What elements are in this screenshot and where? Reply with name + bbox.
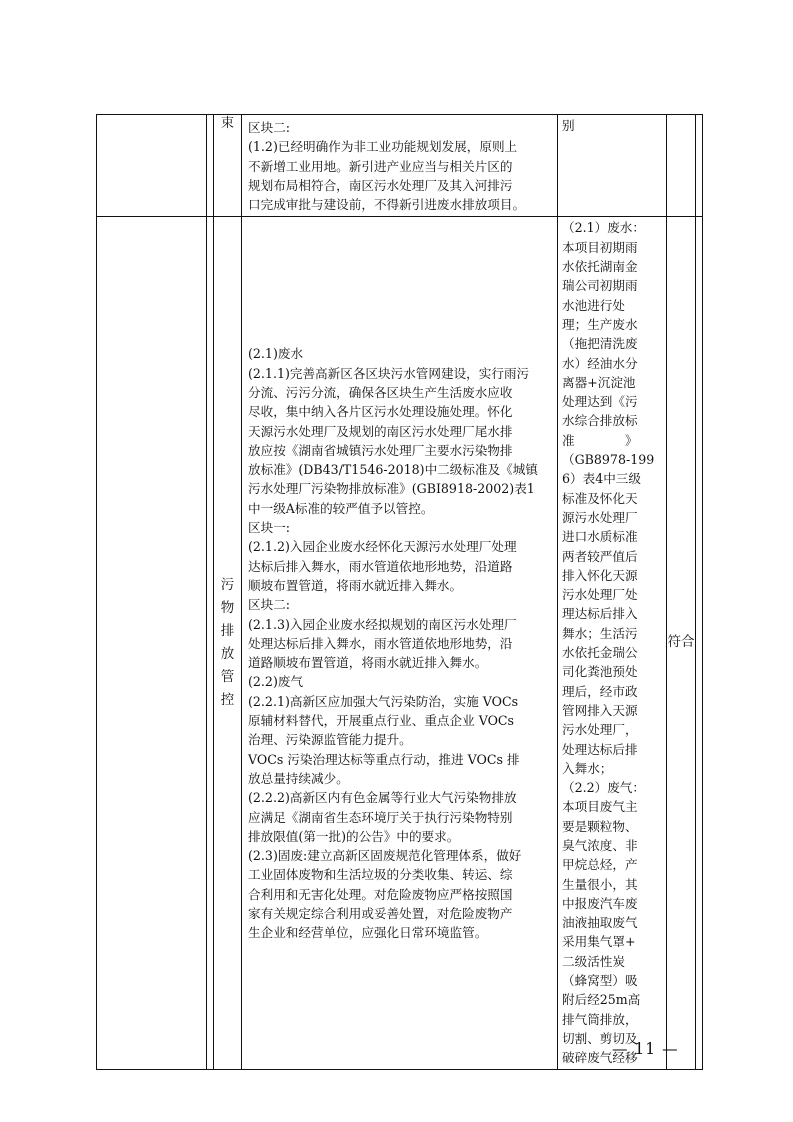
table-cell-blank	[207, 217, 214, 1069]
category-char: 控	[220, 692, 235, 709]
measure-line: 理后，经市政	[562, 683, 638, 699]
measure-line: 采用集气罩+	[562, 934, 636, 950]
compliance-table	[96, 114, 703, 1070]
requirement-line: 放总量持续减少。	[248, 770, 349, 786]
measure-line: 本项目废气主	[562, 799, 638, 815]
measure-line: 舞水；生活污	[562, 625, 638, 641]
measure-line: 切割、剪切及	[562, 1030, 638, 1046]
measure-line: 污水处理厂处	[562, 587, 638, 603]
category-char: 管	[220, 669, 235, 686]
measure-line: 水综合排放标	[562, 413, 638, 429]
table-row	[97, 217, 703, 1069]
table-cell-blank	[696, 217, 703, 1069]
requirement-line: 治理、污染源监管能力提升。	[248, 732, 412, 748]
page-number: — 11 —	[612, 1040, 679, 1058]
table-cell-blank	[696, 115, 703, 217]
requirement-line: 口完成审批与建设前，不得新引进废水排放项目。	[248, 197, 526, 213]
requirement-line: 顺坡布置管道，将雨水就近排入舞水。	[248, 577, 463, 593]
measure-cell	[558, 217, 667, 1069]
measure-line: 附后经25m高	[562, 992, 641, 1008]
category-char: 放	[220, 646, 235, 663]
requirement-line: 放标准》(DB43/T1546-2018)中二级标准及《城镇	[248, 462, 538, 478]
requirement-line: (1.2)已经明确作为非工业功能规划发展，原则上	[248, 139, 518, 155]
requirement-line: 排放限值(第一批)的公告》中的要求。	[248, 828, 460, 844]
measure-line: （2.2）废气：	[562, 780, 645, 796]
measure-line: 排入怀化天源	[562, 567, 638, 583]
requirement-line: 达标后排入舞水，雨水管道依地形地势，沿道路	[248, 558, 513, 574]
requirement-line: (2.3)固废:建立高新区固废规范化管理体系，做好	[248, 848, 522, 864]
requirement-line: (2.2.2)高新区内有色金属等行业大气污染物排放	[248, 790, 517, 806]
table-cell-blank	[97, 217, 207, 1069]
requirement-line: (2.2.1)高新区应加强大气污染防治，实施 VOCs	[248, 693, 519, 709]
requirement-line: 分流、污污分流，确保各区块生产生活废水应收	[248, 385, 513, 400]
measure-line: 处理达标后排	[562, 741, 638, 757]
requirement-line: 污水处理厂污染物排放标准》(GBI8918-2002)表1	[248, 481, 535, 497]
category-char: 排	[220, 623, 235, 640]
measure-line: 中报废汽车废	[562, 895, 638, 911]
table-row	[97, 115, 703, 217]
result-cell	[667, 217, 696, 1069]
requirement-line: (2.1.2)入园企业废水经怀化天源污水处理厂处理	[248, 539, 517, 555]
measure-line: （2.1）废水：	[562, 220, 645, 236]
requirement-body	[248, 220, 553, 1066]
category-text: 束	[220, 116, 234, 131]
result-text: 符合	[667, 634, 695, 651]
result-cell	[667, 115, 696, 217]
measure-line: 二级活性炭	[562, 953, 625, 969]
measure-line: 水依托金瑞公	[562, 645, 638, 661]
measure-line: 入舞水；	[562, 760, 613, 776]
measure-line: 离器+沉淀池	[562, 374, 636, 390]
measure-line: 排气筒排放，	[562, 1011, 638, 1027]
requirement-line: 区块二:	[248, 597, 291, 613]
requirement-line: 道路顺坡布置管道，将雨水就近排入舞水。	[248, 655, 488, 671]
measure-line: 6）表4中三级	[562, 471, 641, 487]
requirement-line: 应满足《湖南省生态环境厅关于执行污染物特别	[248, 809, 513, 825]
measure-line: （GB8978-199	[562, 452, 655, 468]
measure-line: 别	[562, 118, 575, 133]
measure-line: （拖把清洗废	[562, 336, 638, 352]
measure-line: 源污水处理厂	[562, 509, 638, 525]
measure-line: 管网排入天源	[562, 702, 638, 718]
measure-line: 本项目初期雨	[562, 239, 638, 255]
requirement-line: 尽收，集中纳入各片区污水处理设施处理。怀化	[248, 404, 513, 420]
measure-line: 臭气浓度、非	[562, 837, 638, 853]
requirement-line: VOCs 污染治理达标等重点行动，推进 VOCs 排	[248, 751, 520, 767]
measure-line: （蜂窝型）吸	[562, 973, 638, 989]
measure-line: 油液抽取废气	[562, 915, 638, 931]
category-vertical-text	[214, 217, 241, 1068]
requirement-line: 规划布局相符合，南区污水处理厂及其入河排污	[248, 177, 513, 193]
measure-cell	[558, 115, 667, 217]
measure-line: 水依托湖南金	[562, 259, 638, 275]
requirement-line: 区块二:	[248, 120, 291, 135]
requirement-line: 放应按《湖南省城镇污水处理厂主要水污染物排	[248, 442, 513, 458]
measure-line: 甲烷总烃，产	[562, 857, 638, 873]
requirement-line: (2.1)废水	[248, 346, 304, 362]
requirement-line: 处理达标后排入舞水，雨水管道依地形地势，沿	[248, 635, 513, 651]
requirement-line: (2.1.3)入园企业废水经拟规划的南区污水处理厂	[248, 616, 517, 632]
category-char: 污	[220, 577, 235, 594]
measure-line: 生量很小，其	[562, 876, 638, 892]
requirement-line: (2.2)废气	[248, 674, 304, 690]
measure-line: 要是颗粒物、	[562, 818, 638, 834]
requirement-line: 中一级A标准的较严值予以管控。	[248, 500, 434, 516]
requirement-line: 家有关规定综合利用或妥善处置，对危险废物产	[248, 906, 513, 922]
requirement-line: 生企业和经营单位，应强化日常环境监管。	[248, 925, 488, 941]
measure-line: 司化粪池预处	[562, 664, 638, 680]
measure-line: 瑞公司初期雨	[562, 278, 638, 294]
measure-line: 准 》	[562, 432, 638, 448]
requirement-cell	[242, 115, 558, 217]
requirement-line: 原辅材料替代，开展重点行业、重点企业 VOCs	[248, 713, 514, 729]
measure-line: 污水处理厂，	[562, 722, 638, 738]
measure-line: 破碎废气经移	[562, 1050, 638, 1066]
measure-line: 处理达到《污	[562, 394, 638, 410]
requirement-line: (2.1.1)完善高新区各区块污水管网建设，实行雨污	[248, 365, 530, 381]
requirement-cell	[242, 217, 558, 1069]
measure-line: 理达标后排入	[562, 606, 638, 622]
measure-line: 进口水质标准	[562, 529, 638, 545]
table-cell-blank	[97, 115, 207, 217]
measure-line: 理；生产废水	[562, 316, 638, 332]
table-cell-blank	[207, 115, 214, 217]
measure-line: 水）经油水分	[562, 355, 638, 371]
measure-line: 两者较严值后	[562, 548, 638, 564]
category-cell	[214, 217, 242, 1069]
requirement-line: 工业固体废物和生活垃圾的分类收集、转运、综	[248, 867, 513, 883]
measure-line: 标准及怀化天	[562, 490, 638, 506]
measure-line: 水池进行处	[562, 297, 625, 313]
requirement-line: 区块一:	[248, 520, 291, 536]
requirement-line: 天源污水处理厂及规划的南区污水处理厂尾水排	[248, 423, 513, 439]
category-cell	[214, 115, 242, 217]
requirement-line: 合利用和无害化处理。对危险废物应严格按照国	[248, 886, 513, 902]
requirement-line: 不新增工业用地。新引进产业应当与相关片区的	[248, 158, 513, 174]
category-char: 物	[220, 600, 235, 617]
